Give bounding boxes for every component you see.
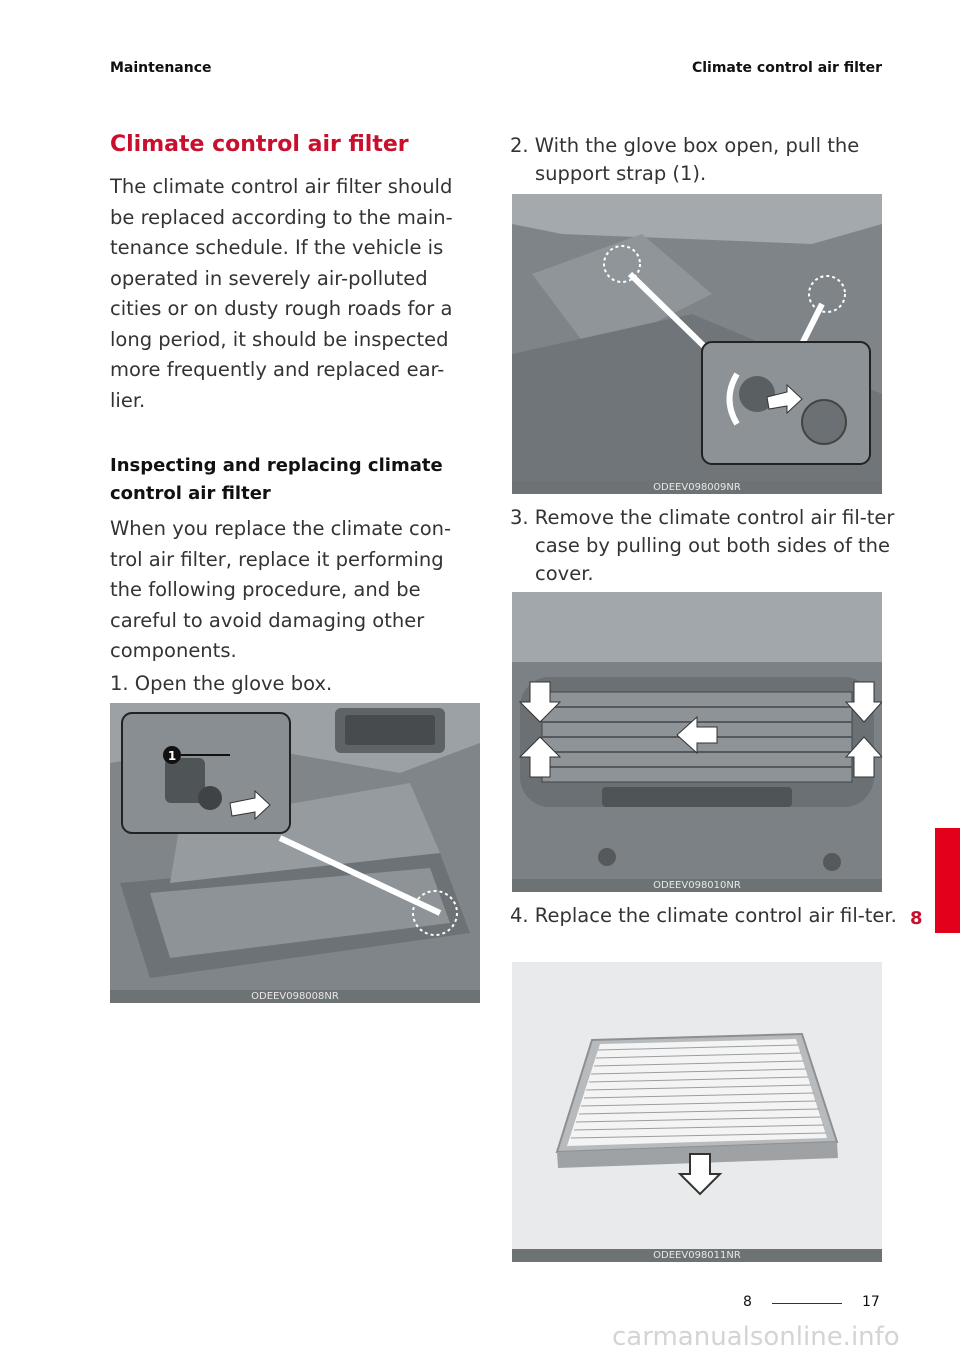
- filter-case-illustration: [512, 592, 882, 892]
- footer-divider: [772, 1303, 842, 1304]
- step-3: 3. Remove the climate control air fil-ter case by pulling out both sides of the cover.: [510, 506, 895, 585]
- step-2: 2. With the glove box open, pull the support strap (1).: [510, 134, 860, 185]
- figure-filter-case: [512, 592, 882, 892]
- header-section: Maintenance: [110, 60, 212, 76]
- footer-chapter: 8: [743, 1294, 752, 1310]
- chapter-tab: [935, 828, 960, 933]
- step-4: 4. Replace the climate control air fil-ter.: [510, 904, 897, 927]
- watermark: carmanualsonline.info: [612, 1322, 900, 1352]
- air-filter-illustration: [512, 962, 882, 1262]
- figure-caption: ODEEV098009NR: [512, 481, 882, 494]
- figure-filter-replace: [512, 962, 882, 1262]
- header-topic: Climate control air filter: [691, 60, 882, 76]
- procedure-intro: When you replace the climate con-trol air filter, replace it performing the following procedure, and be careful to avoid damaging other components.: [110, 517, 452, 662]
- glove-box-illustration: [110, 703, 480, 1003]
- figure-support-strap: [512, 194, 882, 494]
- figure-caption: ODEEV098008NR: [110, 990, 480, 1003]
- figure-caption: ODEEV098011NR: [512, 1249, 882, 1262]
- figure-caption: ODEEV098010NR: [512, 879, 882, 892]
- intro-paragraph: The climate control air filter should be replaced according to the main-tenance schedule. If the vehicle is operated in severely air-polluted cities or on dusty rough roads for a long period, it should be inspected more frequently and replaced ear-lier.: [110, 175, 453, 412]
- subheading: Inspecting and replacing climate control air filter: [110, 455, 443, 504]
- chapter-tab-number: 8: [910, 908, 923, 929]
- support-strap-illustration: [512, 194, 882, 494]
- page-title: Climate control air filter: [110, 132, 409, 157]
- callout-1: 1: [167, 749, 177, 763]
- footer-page-number: 17: [862, 1294, 880, 1310]
- step-1: 1. Open the glove box.: [110, 672, 333, 695]
- figure-glove-box: [110, 703, 480, 1003]
